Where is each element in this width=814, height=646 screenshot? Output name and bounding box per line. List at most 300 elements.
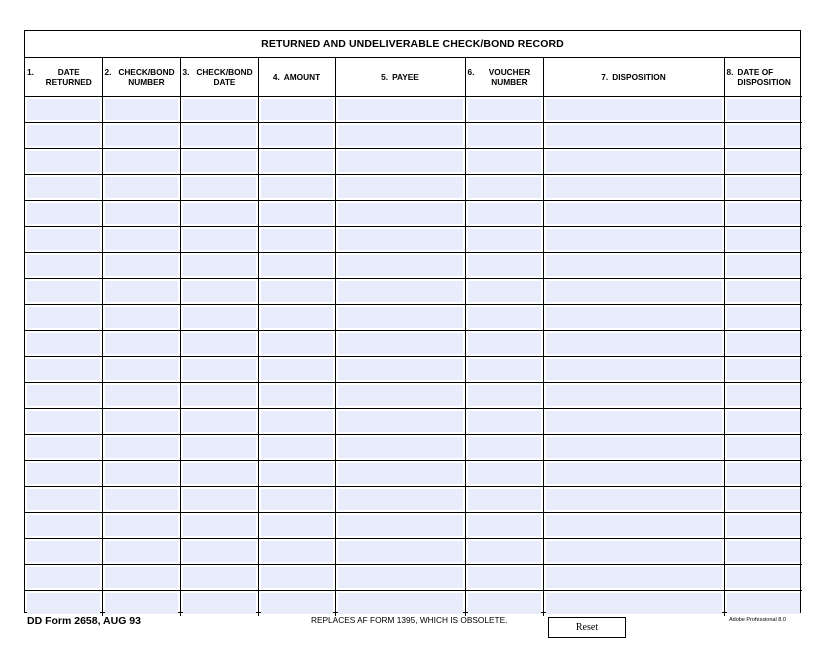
amount-field[interactable] (261, 411, 333, 432)
voucher-number-field[interactable] (468, 567, 541, 588)
voucher-number-field[interactable] (468, 333, 541, 354)
disposition-field[interactable] (546, 385, 722, 406)
disposition-field[interactable] (546, 229, 722, 250)
table-cell (543, 96, 724, 122)
table-row (25, 148, 802, 174)
check-bond-number-field[interactable] (105, 593, 178, 615)
table-row (25, 590, 802, 616)
table-cell (724, 382, 802, 408)
table-cell (180, 512, 258, 538)
date-of-disposition-field[interactable] (727, 463, 801, 484)
table-cell (25, 486, 102, 512)
check-bond-number-field[interactable] (105, 411, 178, 432)
disposition-field[interactable] (546, 515, 722, 536)
table-cell (180, 122, 258, 148)
table-cell (258, 148, 335, 174)
disposition-field[interactable] (546, 411, 722, 432)
date-returned-field[interactable] (27, 593, 100, 615)
table-cell (25, 356, 102, 382)
replaces-note: REPLACES AF FORM 1395, WHICH IS OBSOLETE. (311, 615, 508, 625)
date-returned-field[interactable] (27, 307, 100, 328)
col-label: DISPOSITION (612, 71, 666, 82)
payee-field[interactable] (338, 99, 463, 120)
table-cell (25, 226, 102, 252)
voucher-number-field[interactable] (468, 177, 541, 198)
table-cell (724, 330, 802, 356)
check-bond-number-field[interactable] (105, 333, 178, 354)
voucher-number-field[interactable] (468, 411, 541, 432)
record-rows (25, 96, 802, 616)
date-of-disposition-field[interactable] (727, 177, 801, 198)
disposition-field[interactable] (546, 359, 722, 380)
table-cell (543, 252, 724, 278)
table-cell (724, 460, 802, 486)
table-cell (25, 512, 102, 538)
date-of-disposition-field[interactable] (727, 125, 801, 146)
table-cell (25, 174, 102, 200)
table-cell (102, 382, 180, 408)
table-cell (724, 200, 802, 226)
check-bond-date-field[interactable] (183, 567, 256, 588)
check-bond-date-field[interactable] (183, 333, 256, 354)
table-row (25, 434, 802, 460)
check-bond-number-field[interactable] (105, 463, 178, 484)
check-bond-date-field[interactable] (183, 203, 256, 224)
amount-field[interactable] (261, 177, 333, 198)
col-num: 3. (182, 66, 190, 77)
table-cell (258, 538, 335, 564)
date-of-disposition-field[interactable] (727, 281, 801, 302)
check-bond-number-field[interactable] (105, 203, 178, 224)
table-cell (465, 512, 543, 538)
table-row (25, 330, 802, 356)
voucher-number-field[interactable] (468, 255, 541, 276)
table-cell (335, 460, 465, 486)
table-cell (465, 200, 543, 226)
table-cell (465, 174, 543, 200)
col-num: 2. (104, 66, 112, 77)
table-cell (180, 564, 258, 590)
disposition-field[interactable] (546, 333, 722, 354)
disposition-field[interactable] (546, 489, 722, 510)
col-label: AMOUNT (283, 71, 321, 82)
date-of-disposition-field[interactable] (727, 515, 801, 536)
table-cell (25, 96, 102, 122)
amount-field[interactable] (261, 385, 333, 406)
amount-field[interactable] (261, 229, 333, 250)
table-cell (258, 200, 335, 226)
payee-field[interactable] (338, 177, 463, 198)
col-header-date-returned (25, 58, 102, 96)
table-cell (724, 434, 802, 460)
col-num: 5. (381, 71, 389, 82)
table-cell (25, 382, 102, 408)
disposition-field[interactable] (546, 567, 722, 588)
col-header-date-of-disposition (724, 58, 802, 96)
form-title: RETURNED AND UNDELIVERABLE CHECK/BOND RECORD (25, 31, 800, 58)
table-cell (180, 460, 258, 486)
table-cell (335, 226, 465, 252)
table-cell (465, 460, 543, 486)
table-cell (102, 434, 180, 460)
table-cell (102, 226, 180, 252)
check-bond-number-field[interactable] (105, 99, 178, 120)
date-returned-field[interactable] (27, 489, 100, 510)
table-cell (25, 330, 102, 356)
table-cell (724, 486, 802, 512)
check-bond-date-field[interactable] (183, 99, 256, 120)
date-returned-field[interactable] (27, 437, 100, 458)
table-cell (724, 538, 802, 564)
table-cell (102, 252, 180, 278)
voucher-number-field[interactable] (468, 515, 541, 536)
payee-field[interactable] (338, 333, 463, 354)
disposition-field[interactable] (546, 203, 722, 224)
date-returned-field[interactable] (27, 203, 100, 224)
date-of-disposition-field[interactable] (727, 489, 801, 510)
disposition-field[interactable] (546, 99, 722, 120)
table-cell (102, 148, 180, 174)
table-cell (465, 330, 543, 356)
check-bond-date-field[interactable] (183, 281, 256, 302)
table-cell (465, 486, 543, 512)
check-bond-date-field[interactable] (183, 385, 256, 406)
table-cell (258, 564, 335, 590)
date-of-disposition-field[interactable] (727, 151, 801, 172)
date-returned-field[interactable] (27, 99, 100, 120)
table-cell (102, 174, 180, 200)
disposition-field[interactable] (546, 437, 722, 458)
check-bond-date-field[interactable] (183, 229, 256, 250)
check-bond-number-field[interactable] (105, 151, 178, 172)
table-cell (25, 590, 102, 616)
table-cell (335, 564, 465, 590)
table-cell (465, 408, 543, 434)
table-cell (180, 486, 258, 512)
col-header-voucher-number (465, 58, 543, 96)
amount-field[interactable] (261, 151, 333, 172)
date-of-disposition-field[interactable] (727, 333, 801, 354)
voucher-number-field[interactable] (468, 593, 541, 615)
amount-field[interactable] (261, 99, 333, 120)
voucher-number-field[interactable] (468, 385, 541, 406)
table-cell (25, 200, 102, 226)
table-cell (25, 564, 102, 590)
payee-field[interactable] (338, 593, 463, 615)
disposition-field[interactable] (546, 463, 722, 484)
table-cell (335, 96, 465, 122)
table-cell (724, 278, 802, 304)
table-row (25, 486, 802, 512)
amount-field[interactable] (261, 567, 333, 588)
table-cell (25, 304, 102, 330)
table-cell (258, 408, 335, 434)
date-returned-field[interactable] (27, 281, 100, 302)
date-returned-field[interactable] (27, 125, 100, 146)
check-bond-date-field[interactable] (183, 255, 256, 276)
amount-field[interactable] (261, 541, 333, 562)
col-label: CHECK/BOND DATE (196, 66, 253, 87)
disposition-field[interactable] (546, 281, 722, 302)
table-cell (180, 96, 258, 122)
check-bond-number-field[interactable] (105, 229, 178, 250)
table-cell (465, 382, 543, 408)
payee-field[interactable] (338, 515, 463, 536)
table-cell (258, 486, 335, 512)
record-form (24, 30, 801, 613)
table-cell (465, 356, 543, 382)
table-cell (102, 200, 180, 226)
date-of-disposition-field[interactable] (727, 307, 801, 328)
check-bond-date-field[interactable] (183, 411, 256, 432)
amount-field[interactable] (261, 125, 333, 146)
check-bond-number-field[interactable] (105, 489, 178, 510)
col-num: 4. (272, 71, 280, 82)
payee-field[interactable] (338, 541, 463, 562)
amount-field[interactable] (261, 333, 333, 354)
table-cell (258, 252, 335, 278)
table-cell (465, 226, 543, 252)
table-cell (102, 96, 180, 122)
table-cell (335, 278, 465, 304)
table-row (25, 174, 802, 200)
form-id: DD Form 2658, AUG 93 (27, 615, 141, 627)
table-cell (258, 304, 335, 330)
table-cell (180, 278, 258, 304)
table-cell (465, 304, 543, 330)
voucher-number-field[interactable] (468, 541, 541, 562)
check-bond-date-field[interactable] (183, 125, 256, 146)
disposition-field[interactable] (546, 541, 722, 562)
check-bond-date-field[interactable] (183, 359, 256, 380)
check-bond-date-field[interactable] (183, 177, 256, 198)
date-of-disposition-field[interactable] (727, 567, 801, 588)
date-of-disposition-field[interactable] (727, 99, 801, 120)
check-bond-number-field[interactable] (105, 541, 178, 562)
payee-field[interactable] (338, 125, 463, 146)
table-cell (724, 148, 802, 174)
date-returned-field[interactable] (27, 177, 100, 198)
date-returned-field[interactable] (27, 255, 100, 276)
table-cell (258, 226, 335, 252)
date-of-disposition-field[interactable] (727, 593, 801, 615)
date-of-disposition-field[interactable] (727, 229, 801, 250)
date-returned-field[interactable] (27, 385, 100, 406)
date-returned-field[interactable] (27, 151, 100, 172)
check-bond-date-field[interactable] (183, 593, 256, 615)
payee-field[interactable] (338, 567, 463, 588)
table-cell (102, 122, 180, 148)
col-label: CHECK/BOND NUMBER (118, 66, 175, 87)
payee-field[interactable] (338, 229, 463, 250)
date-returned-field[interactable] (27, 567, 100, 588)
payee-field[interactable] (338, 151, 463, 172)
table-cell (724, 356, 802, 382)
voucher-number-field[interactable] (468, 229, 541, 250)
amount-field[interactable] (261, 515, 333, 536)
payee-field[interactable] (338, 359, 463, 380)
date-returned-field[interactable] (27, 229, 100, 250)
payee-field[interactable] (338, 255, 463, 276)
table-cell (180, 200, 258, 226)
table-cell (258, 434, 335, 460)
col-header-amount (258, 58, 335, 96)
voucher-number-field[interactable] (468, 489, 541, 510)
table-cell (724, 226, 802, 252)
payee-field[interactable] (338, 463, 463, 484)
reset-button[interactable]: Reset (548, 617, 626, 638)
date-returned-field[interactable] (27, 541, 100, 562)
disposition-field[interactable] (546, 151, 722, 172)
check-bond-date-field[interactable] (183, 463, 256, 484)
table-cell (543, 460, 724, 486)
amount-field[interactable] (261, 593, 333, 615)
table-cell (724, 408, 802, 434)
amount-field[interactable] (261, 489, 333, 510)
table-cell (335, 590, 465, 616)
date-of-disposition-field[interactable] (727, 255, 801, 276)
table-cell (543, 564, 724, 590)
table-cell (102, 330, 180, 356)
amount-field[interactable] (261, 255, 333, 276)
date-of-disposition-field[interactable] (727, 359, 801, 380)
check-bond-date-field[interactable] (183, 489, 256, 510)
table-row (25, 356, 802, 382)
check-bond-number-field[interactable] (105, 515, 178, 536)
table-cell (102, 564, 180, 590)
payee-field[interactable] (338, 489, 463, 510)
voucher-number-field[interactable] (468, 463, 541, 484)
date-returned-field[interactable] (27, 411, 100, 432)
payee-field[interactable] (338, 203, 463, 224)
voucher-number-field[interactable] (468, 359, 541, 380)
voucher-number-field[interactable] (468, 437, 541, 458)
amount-field[interactable] (261, 307, 333, 328)
payee-field[interactable] (338, 385, 463, 406)
table-row (25, 304, 802, 330)
date-returned-field[interactable] (27, 463, 100, 484)
table-cell (258, 512, 335, 538)
table-cell (258, 96, 335, 122)
record-table (25, 58, 802, 616)
check-bond-date-field[interactable] (183, 437, 256, 458)
voucher-number-field[interactable] (468, 99, 541, 120)
col-label: VOUCHER NUMBER (488, 66, 531, 87)
check-bond-number-field[interactable] (105, 359, 178, 380)
check-bond-number-field[interactable] (105, 385, 178, 406)
table-cell (25, 434, 102, 460)
payee-field[interactable] (338, 281, 463, 302)
voucher-number-field[interactable] (468, 203, 541, 224)
disposition-field[interactable] (546, 125, 722, 146)
table-cell (724, 252, 802, 278)
check-bond-number-field[interactable] (105, 177, 178, 198)
table-cell (180, 252, 258, 278)
disposition-field[interactable] (546, 255, 722, 276)
table-row (25, 278, 802, 304)
table-cell (465, 590, 543, 616)
table-cell (543, 382, 724, 408)
table-cell (180, 538, 258, 564)
date-of-disposition-field[interactable] (727, 411, 801, 432)
table-cell (724, 590, 802, 616)
date-returned-field[interactable] (27, 359, 100, 380)
amount-field[interactable] (261, 359, 333, 380)
table-cell (180, 356, 258, 382)
table-row (25, 564, 802, 590)
table-cell (258, 122, 335, 148)
col-num: 8. (726, 66, 734, 77)
check-bond-number-field[interactable] (105, 567, 178, 588)
date-returned-field[interactable] (27, 333, 100, 354)
col-header-check-bond-date (180, 58, 258, 96)
table-cell (335, 356, 465, 382)
col-num: 7. (601, 71, 609, 82)
voucher-number-field[interactable] (468, 125, 541, 146)
table-cell (543, 356, 724, 382)
date-of-disposition-field[interactable] (727, 203, 801, 224)
date-of-disposition-field[interactable] (727, 385, 801, 406)
table-cell (180, 590, 258, 616)
voucher-number-field[interactable] (468, 307, 541, 328)
disposition-field[interactable] (546, 177, 722, 198)
check-bond-number-field[interactable] (105, 125, 178, 146)
amount-field[interactable] (261, 203, 333, 224)
table-cell (335, 174, 465, 200)
amount-field[interactable] (261, 281, 333, 302)
check-bond-date-field[interactable] (183, 307, 256, 328)
table-cell (465, 148, 543, 174)
amount-field[interactable] (261, 437, 333, 458)
voucher-number-field[interactable] (468, 281, 541, 302)
check-bond-date-field[interactable] (183, 151, 256, 172)
disposition-field[interactable] (546, 593, 722, 615)
table-row (25, 226, 802, 252)
table-cell (102, 460, 180, 486)
check-bond-number-field[interactable] (105, 307, 178, 328)
table-cell (180, 434, 258, 460)
check-bond-number-field[interactable] (105, 281, 178, 302)
amount-field[interactable] (261, 463, 333, 484)
date-of-disposition-field[interactable] (727, 541, 801, 562)
payee-field[interactable] (338, 437, 463, 458)
table-cell (258, 460, 335, 486)
check-bond-number-field[interactable] (105, 437, 178, 458)
voucher-number-field[interactable] (468, 151, 541, 172)
check-bond-date-field[interactable] (183, 515, 256, 536)
col-header-payee (335, 58, 465, 96)
table-cell (258, 174, 335, 200)
disposition-field[interactable] (546, 307, 722, 328)
date-returned-field[interactable] (27, 515, 100, 536)
check-bond-date-field[interactable] (183, 541, 256, 562)
table-cell (724, 304, 802, 330)
table-cell (25, 252, 102, 278)
table-cell (25, 460, 102, 486)
check-bond-number-field[interactable] (105, 255, 178, 276)
payee-field[interactable] (338, 307, 463, 328)
date-of-disposition-field[interactable] (727, 437, 801, 458)
table-cell (465, 538, 543, 564)
table-cell (25, 408, 102, 434)
table-cell (258, 590, 335, 616)
payee-field[interactable] (338, 411, 463, 432)
table-cell (543, 538, 724, 564)
table-cell (25, 538, 102, 564)
table-cell (180, 408, 258, 434)
table-cell (180, 226, 258, 252)
table-cell (102, 512, 180, 538)
